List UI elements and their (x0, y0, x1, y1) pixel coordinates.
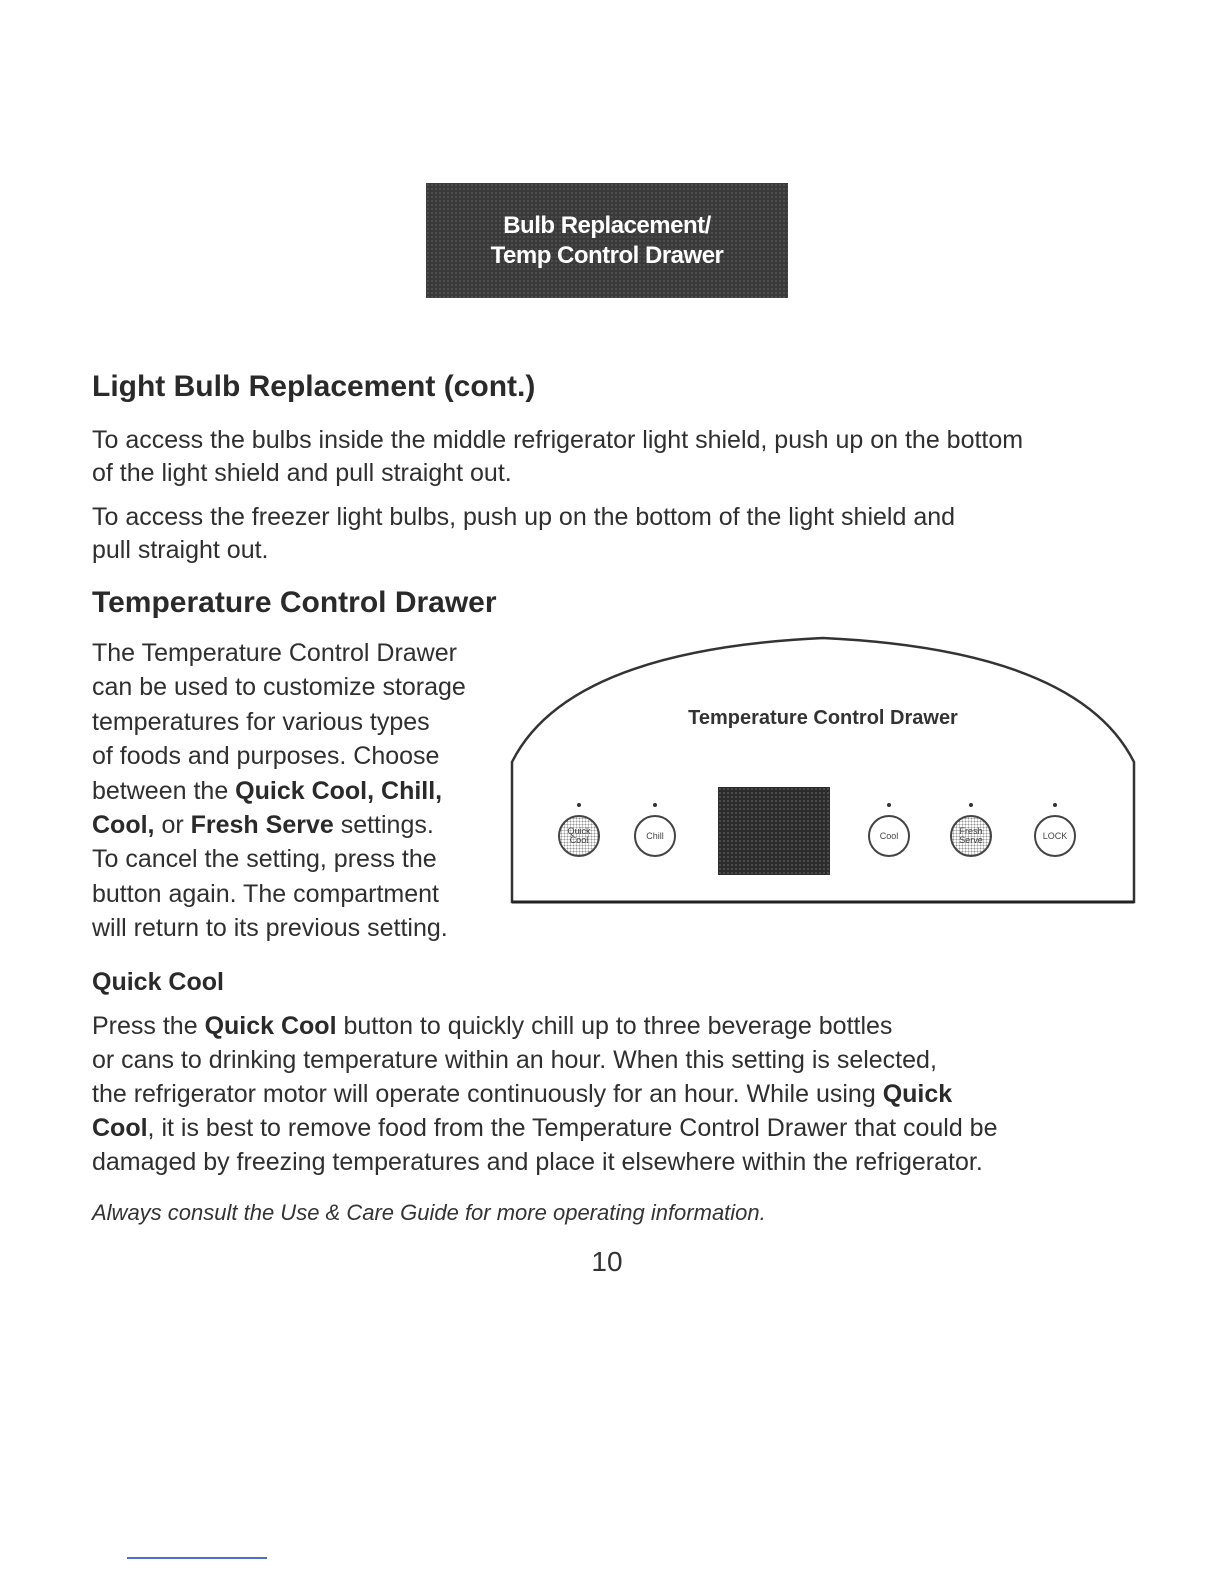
panel-display (718, 787, 830, 875)
tc-line-5-pre: between the (92, 776, 236, 805)
fresh-serve-button[interactable]: Fresh Serve (950, 815, 992, 857)
lock-indicator (1053, 803, 1057, 807)
control-panel-illustration (508, 630, 1138, 920)
light-bulb-paragraph-2 (92, 501, 955, 567)
bottom-rule (127, 1557, 267, 1559)
tc-line-6-bold-1: Cool, (92, 811, 155, 840)
qc-line-5: damaged by freezing temperatures and place it elsewhere within the refrigerator. (92, 1148, 983, 1176)
qc-line-3-bold: Quick (882, 1080, 953, 1108)
quick-cool-button[interactable]: Quick Cool (558, 815, 600, 857)
tc-line-4: of foods and purposes. Choose (92, 742, 440, 771)
tc-line-6-mid: or (154, 811, 191, 840)
light-bulb-paragraph-1 (92, 424, 1023, 490)
banner-line-2: Temp Control Drawer (490, 241, 724, 269)
para2-line-1: To access the freezer light bulbs, push up on the bottom of the light shield and (92, 503, 956, 531)
panel-title: Temperature Control Drawer (688, 707, 958, 729)
quick-cool-paragraph (92, 1009, 998, 1179)
tc-line-7: To cancel the setting, press the (92, 845, 437, 874)
panel-outline (508, 630, 1138, 920)
tc-line-9: will return to its previous setting. (92, 914, 448, 943)
para2-line-2: pull straight out. (92, 536, 269, 564)
tc-line-6-post: settings. (333, 811, 434, 840)
chill-indicator (653, 803, 657, 807)
qc-line-1-bold: Quick Cool (204, 1012, 337, 1040)
quick-cool-heading: Quick Cool (92, 968, 224, 996)
tc-line-1: The Temperature Control Drawer (92, 639, 457, 667)
qc-line-1-pre: Press the (92, 1012, 205, 1040)
qc-line-3-pre: the refrigerator motor will operate continuously for an hour. While using (92, 1080, 883, 1108)
temperature-control-paragraph (92, 636, 512, 946)
tc-line-5-bold: Quick Cool, Chill, (235, 776, 443, 805)
qc-line-4-post: , it is best to remove food from the Temperature Control Drawer that could be (147, 1114, 998, 1142)
tc-line-2: can be used to customize storage (92, 673, 466, 702)
qc-line-2: or cans to drinking temperature within an hour. When this setting is selected, (92, 1046, 937, 1074)
page-number: 10 (591, 1246, 623, 1277)
para1-line-1: To access the bulbs inside the middle refrigerator light shield, push up on the bottom (92, 426, 1024, 454)
temperature-control-heading: Temperature Control Drawer (92, 586, 497, 619)
section-banner (426, 183, 788, 298)
chill-button[interactable]: Chill (634, 815, 676, 857)
qc-line-1-post: button to quickly chill up to three beverage bottles (336, 1012, 893, 1040)
cool-button[interactable]: Cool (868, 815, 910, 857)
quick-cool-indicator (577, 803, 581, 807)
use-care-note: Always consult the Use & Care Guide for more operating information. (92, 1200, 766, 1225)
light-bulb-heading: Light Bulb Replacement (cont.) (92, 370, 536, 403)
para1-line-2: of the light shield and pull straight out. (92, 459, 512, 487)
fresh-serve-indicator (969, 803, 973, 807)
tc-line-3: temperatures for various types (92, 707, 430, 736)
qc-line-4-bold: Cool (92, 1114, 148, 1142)
tc-line-6-bold-2: Fresh Serve (190, 811, 334, 840)
banner-line-1: Bulb Replacement/ (503, 211, 711, 239)
tc-line-8: button again. The compartment (92, 879, 439, 908)
lock-button[interactable]: LOCK (1034, 815, 1076, 857)
cool-indicator (887, 803, 891, 807)
